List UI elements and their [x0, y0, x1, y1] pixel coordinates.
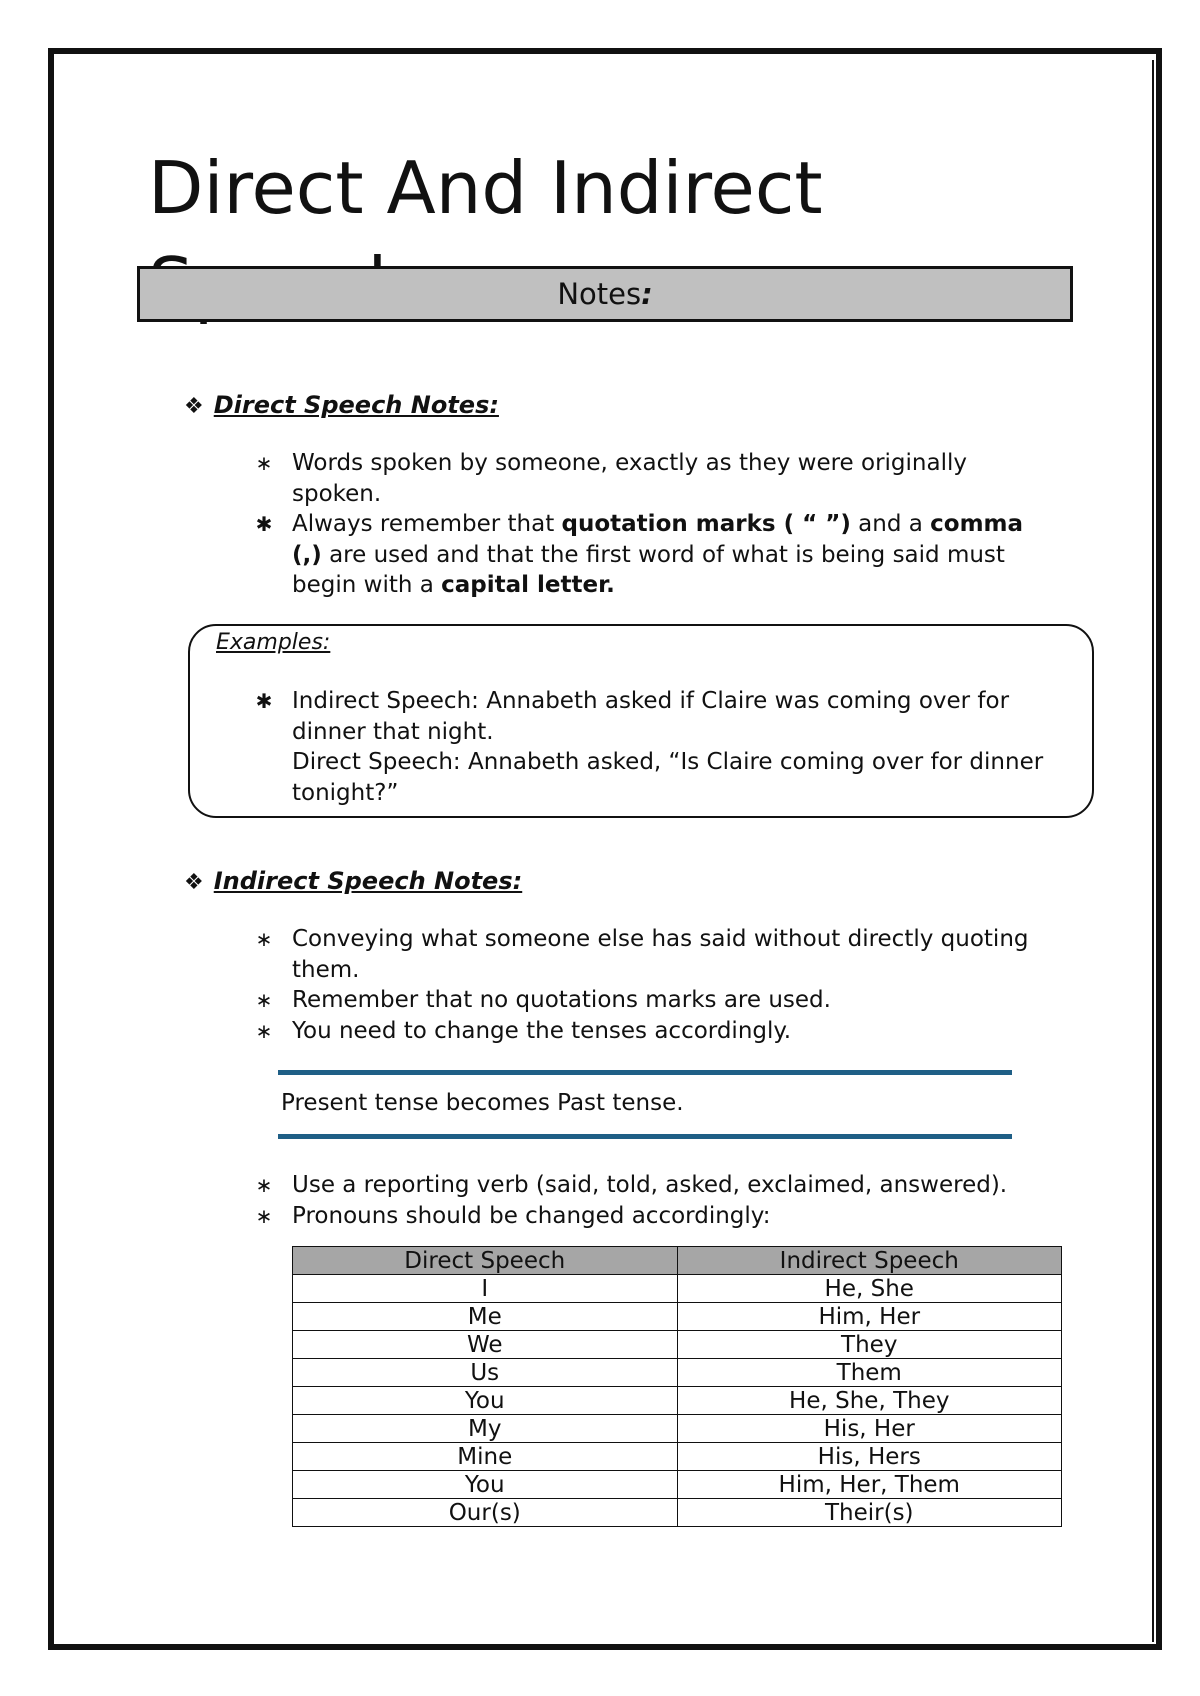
- list-item-text-part: Always remember that: [292, 511, 562, 537]
- asterisk-bullet-icon: ✱: [255, 689, 273, 713]
- bold-capital-letter: capital letter.: [441, 572, 615, 598]
- asterisk-bullet-icon: ∗: [255, 1018, 273, 1043]
- cell-direct: Our(s): [293, 1499, 678, 1527]
- asterisk-bullet-icon: ∗: [255, 988, 273, 1012]
- table-row: [293, 1415, 1062, 1443]
- example-indirect: Indirect Speech: Annabeth asked if Claire was coming over for dinner that night.: [292, 688, 1010, 745]
- cell-direct: You: [293, 1387, 678, 1415]
- list-item: [252, 1016, 1052, 1047]
- cell-indirect: Their(s): [677, 1499, 1062, 1527]
- callout-top-rule: [278, 1070, 1012, 1075]
- table-row: [293, 1471, 1062, 1499]
- cell-direct: Me: [293, 1303, 678, 1331]
- cell-indirect: Him, Her: [677, 1303, 1062, 1331]
- list-item: [252, 1170, 1052, 1201]
- list-item-text: Use a reporting verb (said, told, asked, exclaimed, answered).: [292, 1172, 1008, 1198]
- direct-speech-bullets: [252, 448, 1052, 601]
- asterisk-bullet-icon: ∗: [255, 1173, 273, 1197]
- column-header-indirect: Indirect Speech: [677, 1247, 1062, 1275]
- list-item: [252, 448, 1052, 509]
- examples-label: Examples:: [216, 630, 331, 655]
- cell-indirect: He, She, They: [677, 1387, 1062, 1415]
- cell-indirect: Him, Her, Them: [677, 1471, 1062, 1499]
- cell-direct: We: [293, 1331, 678, 1359]
- indirect-speech-bullets: [252, 924, 1052, 1046]
- list-item: [252, 509, 1052, 601]
- notes-label: Notes: [557, 277, 642, 311]
- asterisk-bullet-icon: ∗: [255, 451, 273, 475]
- cell-direct: Mine: [293, 1443, 678, 1471]
- list-item-text: Conveying what someone else has said without directly quoting them.: [292, 926, 1029, 983]
- list-item: [252, 924, 1052, 985]
- document-title: Direct And Indirect: [148, 146, 823, 230]
- table-row: [293, 1387, 1062, 1415]
- cell-indirect: Them: [677, 1359, 1062, 1387]
- cell-indirect: His, Her: [677, 1415, 1062, 1443]
- table-row: [293, 1359, 1062, 1387]
- asterisk-bullet-icon: ✱: [255, 512, 273, 536]
- bold-quotation-marks: quotation marks ( “ ”): [561, 511, 851, 537]
- cell-direct: My: [293, 1415, 678, 1443]
- notes-bar: [137, 266, 1073, 322]
- example-direct: Direct Speech: Annabeth asked, “Is Claire coming over for dinner tonight?”: [292, 749, 1044, 806]
- list-item: [252, 1201, 1052, 1232]
- pronoun-table: [292, 1246, 1062, 1527]
- list-item-text-part: are used and that the first word of what is being said must begin with a: [292, 541, 1005, 598]
- indirect-speech-heading: [184, 866, 522, 898]
- direct-speech-heading-text: Direct Speech Notes:: [213, 391, 499, 419]
- cell-direct: I: [293, 1275, 678, 1303]
- list-item: [252, 686, 1072, 808]
- diamond-bullet-icon: ❖: [184, 870, 204, 895]
- table-header-row: [293, 1247, 1062, 1275]
- list-item-text: Remember that no quotations marks are used.: [292, 987, 831, 1013]
- table-row: [293, 1443, 1062, 1471]
- notes-colon: :: [641, 277, 653, 311]
- direct-speech-heading: [184, 390, 499, 422]
- bold-comma: comma (,): [292, 511, 1024, 568]
- examples-list: [252, 686, 1072, 808]
- callout-bottom-rule: [278, 1134, 1012, 1139]
- asterisk-bullet-icon: ∗: [255, 927, 273, 951]
- table-row: [293, 1303, 1062, 1331]
- list-item-text: Words spoken by someone, exactly as they were originally spoken.: [292, 450, 967, 507]
- list-item: [252, 985, 1052, 1016]
- cell-direct: Us: [293, 1359, 678, 1387]
- tense-callout: Present tense becomes Past tense.: [281, 1090, 684, 1116]
- list-item-text: Pronouns should be changed accordingly:: [292, 1202, 771, 1229]
- list-item-text-part: and a: [850, 511, 931, 537]
- cell-indirect: They: [677, 1331, 1062, 1359]
- diamond-bullet-icon: ❖: [184, 394, 204, 419]
- asterisk-bullet-icon: ∗: [255, 1203, 273, 1228]
- examples-box: [188, 624, 1094, 818]
- table-row: [293, 1275, 1062, 1303]
- cell-direct: You: [293, 1471, 678, 1499]
- table-row: [293, 1499, 1062, 1527]
- cell-indirect: He, She: [677, 1275, 1062, 1303]
- indirect-speech-heading-text: Indirect Speech Notes:: [213, 867, 523, 895]
- table-row: [293, 1331, 1062, 1359]
- cell-indirect: His, Hers: [677, 1443, 1062, 1471]
- list-item-text: You need to change the tenses accordingly.: [292, 1017, 792, 1044]
- indirect-speech-bullets-after: [252, 1170, 1052, 1231]
- column-header-direct: Direct Speech: [293, 1247, 678, 1275]
